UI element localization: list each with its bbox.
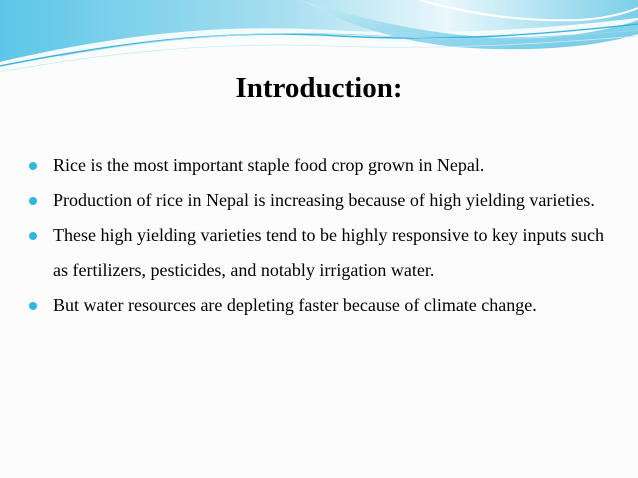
bullet-text: These high yielding varieties tend to be highly responsive to key inputs such as fertilizers, pesticides, and notably irrigation water. xyxy=(53,225,604,280)
bullet-dot-icon xyxy=(29,162,37,170)
bullet-dot-icon xyxy=(29,197,37,205)
bullet-dot-icon xyxy=(29,232,37,240)
bullet-item xyxy=(26,148,604,183)
bullet-item xyxy=(26,218,604,288)
bullet-dot-icon xyxy=(29,302,37,310)
bullet-text: Production of rice in Nepal is increasing because of high yielding varieties. xyxy=(53,190,595,210)
bullet-list xyxy=(26,148,604,323)
bullet-item xyxy=(26,183,604,218)
slide-title: Introduction: xyxy=(235,72,403,104)
bullet-text: But water resources are depleting faster because of climate change. xyxy=(53,295,537,315)
bullet-item xyxy=(26,288,604,323)
bullet-text: Rice is the most important staple food crop grown in Nepal. xyxy=(53,155,485,175)
